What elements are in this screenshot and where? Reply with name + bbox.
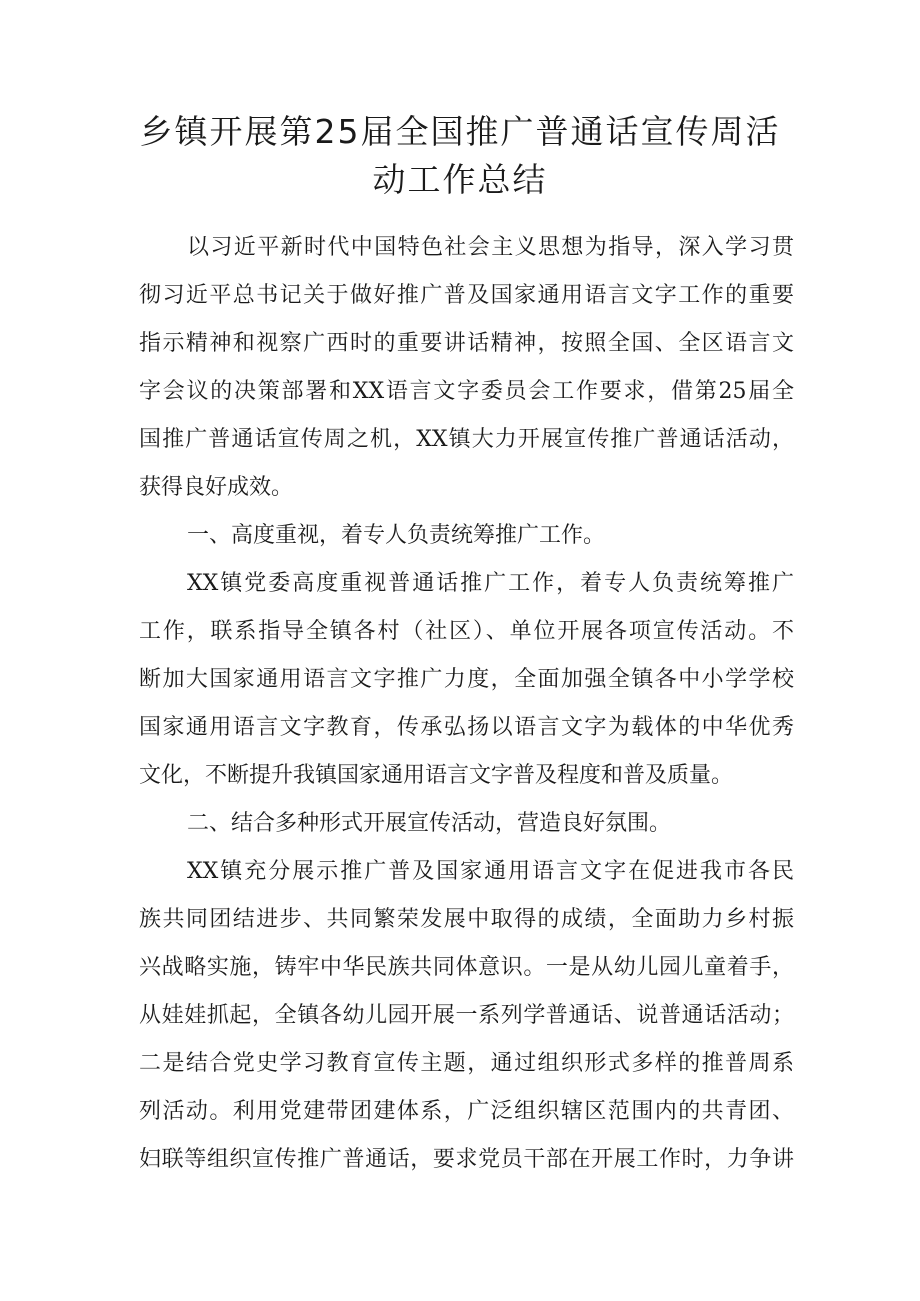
body-line: 工作，联系指导全镇各村（社区）、单位开展各项宣传活动。不	[139, 619, 794, 644]
body-line: 从娃娃抓起，全镇各幼儿园开展一系列学普通话、说普通话活动；	[139, 1003, 794, 1028]
body-line: 二是结合党史学习教育宣传主题，通过组织形式多样的推普周系	[139, 1051, 794, 1076]
body-line: 获得良好成效。	[139, 475, 294, 500]
section-heading-2: 二、结合多种形式开展宣传活动，营造良好氛围。	[187, 811, 672, 836]
body-line: 以习近平新时代中国特色社会主义思想为指导，深入学习贯	[187, 235, 794, 260]
document-title-line-2: 动工作总结	[372, 160, 548, 199]
body-line: 彻习近平总书记关于做好推广普及国家通用语言文字工作的重要	[139, 283, 794, 308]
body-line: 指示精神和视察广西时的重要讲话精神，按照全国、全区语言文	[139, 331, 794, 356]
body-line: XX镇党委高度重视普通话推广工作，着专人负责统筹推广	[187, 571, 794, 596]
body-line: XX镇充分展示推广普及国家通用语言文字在促进我市各民	[187, 859, 794, 884]
body-line: 国家通用语言文字教育，传承弘扬以语言文字为载体的中华优秀	[139, 715, 794, 740]
body-line: 断加大国家通用语言文字推广力度，全面加强全镇各中小学学校	[139, 667, 794, 692]
body-line: 列活动。利用党建带团建体系，广泛组织辖区范围内的共青团、	[139, 1099, 794, 1124]
body-line: 族共同团结进步、共同繁荣发展中取得的成绩，全面助力乡村振	[139, 907, 794, 932]
body-line: 字会议的决策部署和XX语言文字委员会工作要求，借第25届全	[139, 379, 794, 404]
body-line: 国推广普通话宣传周之机，XX镇大力开展宣传推广普通话活动，	[139, 427, 794, 452]
body-line: 文化，不断提升我镇国家通用语言文字普及程度和普及质量。	[139, 763, 734, 788]
section-heading-1: 一、高度重视，着专人负责统筹推广工作。	[187, 523, 606, 548]
body-line: 兴战略实施，铸牢中华民族共同体意识。一是从幼儿园儿童着手，	[139, 955, 794, 980]
document-title-line-1: 乡镇开展第25届全国推广普通话宣传周活	[139, 112, 781, 151]
body-line: 妇联等组织宣传推广普通话，要求党员干部在开展工作时，力争讲	[139, 1147, 794, 1172]
